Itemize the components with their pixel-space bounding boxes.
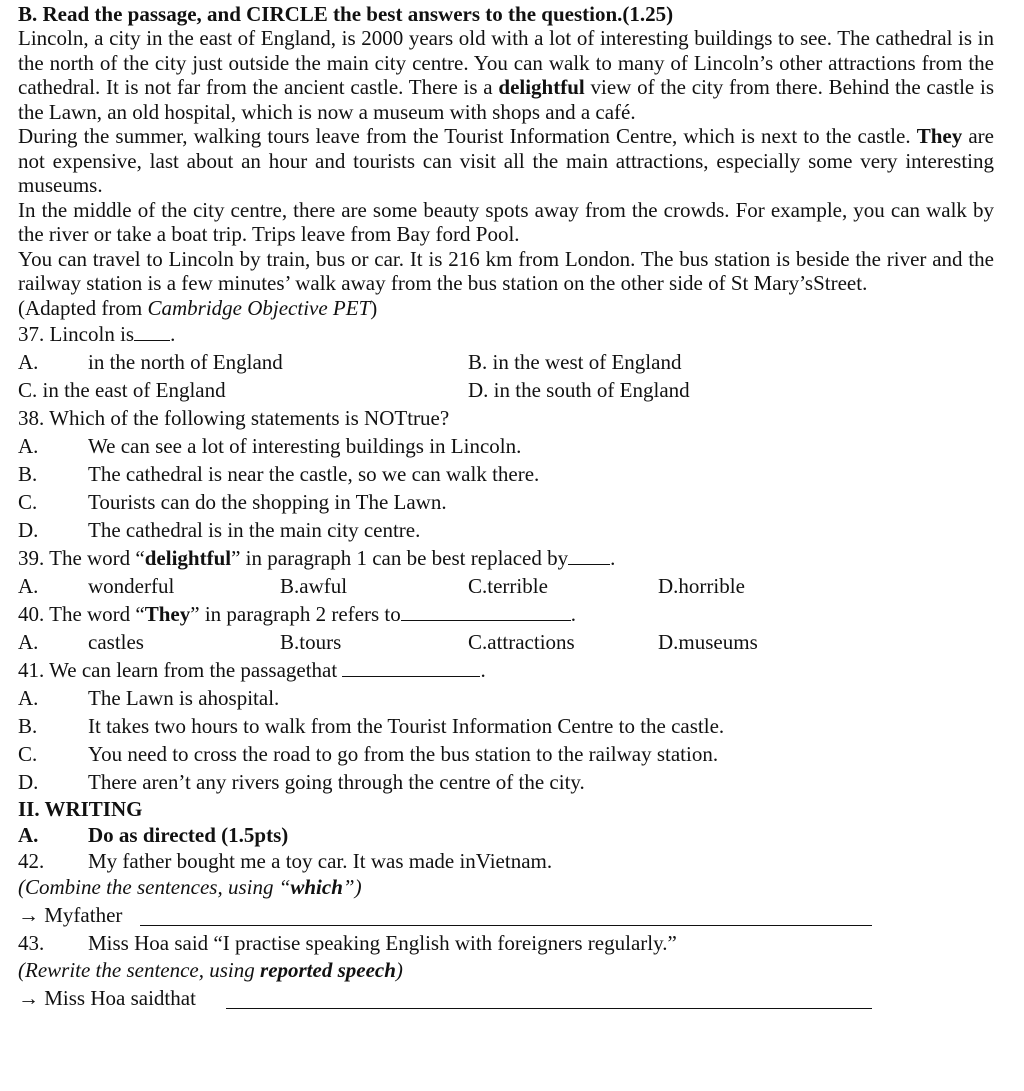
q37-option-b[interactable]: B. in the west of England bbox=[468, 350, 682, 374]
q43-instr-bold: reported speech bbox=[260, 958, 396, 982]
q39-blank[interactable] bbox=[568, 546, 610, 565]
q39-bold-word: delightful bbox=[144, 546, 232, 570]
q37-option-c[interactable]: C. in the east of England bbox=[18, 378, 226, 402]
p2-text-a: During the summer, walking tours leave from the Tourist Information Centre, which is next to the castle. bbox=[18, 124, 917, 148]
q39-end: . bbox=[610, 546, 616, 570]
q38-option-d[interactable] bbox=[18, 516, 994, 544]
q43-answer-rule[interactable] bbox=[226, 1008, 872, 1009]
q42-text: My father bought me a toy car. It was made inVietnam. bbox=[88, 849, 553, 873]
p1-text-a: Lincoln, a city in the east of England, is 2000 years old with a lot of interesting buildings to see. The cathedral is in the north of the city just outside the main city centre. You can walk to many of Lincoln’s other attractions from the cathedral. It is not far from the ancient castle. There is a bbox=[18, 26, 994, 99]
subsection-letter: A. bbox=[18, 823, 39, 847]
q37-options-row-1 bbox=[18, 348, 994, 376]
q40-bold-word: They bbox=[144, 602, 191, 626]
q43-number: 43. bbox=[18, 931, 45, 955]
q39-option-d[interactable]: D.horrible bbox=[658, 574, 745, 598]
q42-number: 42. bbox=[18, 849, 45, 873]
question-39 bbox=[18, 544, 994, 572]
option-letter: D. bbox=[18, 518, 39, 542]
option-letter: B. bbox=[18, 714, 38, 738]
question-43 bbox=[18, 929, 994, 957]
q40-option-a[interactable]: castles bbox=[88, 630, 144, 654]
q40-stem-a: 40. The word “ bbox=[18, 602, 145, 626]
q43-instruction bbox=[18, 957, 994, 984]
q39-stem-a: 39. The word “ bbox=[18, 546, 145, 570]
option-text: The cathedral is in the main city centre. bbox=[88, 518, 421, 542]
q39-option-a[interactable]: wonderful bbox=[88, 574, 175, 598]
question-40 bbox=[18, 600, 994, 628]
q42-instruction bbox=[18, 874, 994, 901]
option-text: Tourists can do the shopping in The Lawn. bbox=[88, 490, 447, 514]
q43-answer-line[interactable] bbox=[18, 984, 994, 1012]
q37-option-a-letter[interactable]: A. bbox=[18, 350, 39, 374]
q42-instr-b: ”) bbox=[342, 875, 362, 899]
passage-paragraph-1 bbox=[18, 26, 994, 124]
q39-option-a-letter[interactable]: A. bbox=[18, 574, 39, 598]
q41-option-a[interactable] bbox=[18, 684, 994, 712]
writing-subsection bbox=[18, 822, 994, 848]
section-b-heading: B. Read the passage, and CIRCLE the best answers to the question.(1.25) bbox=[18, 2, 674, 26]
q40-options bbox=[18, 628, 994, 656]
q38-option-b[interactable] bbox=[18, 460, 994, 488]
q37-option-d[interactable]: D. in the south of England bbox=[468, 378, 690, 402]
q40-stem-b: ” in paragraph 2 refers to bbox=[190, 602, 401, 626]
p1-text-b: view of the city from there. Behind the castle is the Lawn, an old hospital, which is now a museum with shops and a café. bbox=[18, 75, 994, 124]
q41-option-b[interactable] bbox=[18, 712, 994, 740]
q39-options bbox=[18, 572, 994, 600]
q37-blank[interactable] bbox=[134, 322, 170, 341]
reading-passage bbox=[18, 26, 994, 320]
question-41 bbox=[18, 656, 994, 684]
q39-option-c[interactable]: C.terrible bbox=[468, 574, 548, 598]
option-letter: A. bbox=[18, 686, 39, 710]
p1-bold-word: delightful bbox=[498, 75, 585, 99]
passage-paragraph-3: In the middle of the city centre, there are some beauty spots away from the crowds. For example, you can walk by the river or take a boat trip. Trips leave from Bay ford Pool. bbox=[18, 197, 994, 246]
q37-option-a[interactable]: in the north of England bbox=[88, 350, 283, 374]
q43-instr-a: (Rewrite the sentence, using bbox=[18, 958, 261, 982]
option-text: The Lawn is ahospital. bbox=[88, 686, 280, 710]
q42-instr-bold: which bbox=[290, 875, 343, 899]
q42-instr-a: (Combine the sentences, using “ bbox=[18, 875, 291, 899]
option-letter: C. bbox=[18, 742, 38, 766]
subsection-title: Do as directed (1.5pts) bbox=[88, 823, 289, 847]
option-text: We can see a lot of interesting buildings in Lincoln. bbox=[88, 434, 522, 458]
q38-option-c[interactable] bbox=[18, 488, 994, 516]
option-text: It takes two hours to walk from the Tourist Information Centre to the castle. bbox=[88, 714, 725, 738]
q41-option-c[interactable] bbox=[18, 740, 994, 768]
option-text: The cathedral is near the castle, so we can walk there. bbox=[88, 462, 540, 486]
q43-text: Miss Hoa said “I practise speaking English with foreigners regularly.” bbox=[88, 931, 677, 955]
q37-options-row-2 bbox=[18, 376, 994, 404]
p2-text-b: are not expensive, last about an hour and tourists can visit all the main attractions, especially some very interesting museums. bbox=[18, 124, 994, 197]
option-letter: B. bbox=[18, 462, 38, 486]
q40-option-b[interactable]: B.tours bbox=[280, 630, 342, 654]
question-42 bbox=[18, 848, 994, 874]
q40-end: . bbox=[570, 602, 576, 626]
q43-answer-prompt: → Miss Hoa saidthat bbox=[18, 986, 196, 1010]
q41-stem: 41. We can learn from the passagethat bbox=[18, 658, 343, 682]
source-text-a: (Adapted from bbox=[18, 295, 148, 320]
option-letter: C. bbox=[18, 490, 38, 514]
q41-end: . bbox=[480, 658, 486, 682]
q37-stem: 37. Lincoln is bbox=[18, 322, 135, 346]
source-title: Cambridge Objective PET bbox=[147, 295, 371, 320]
q40-option-a-letter[interactable]: A. bbox=[18, 630, 39, 654]
passage-source bbox=[18, 296, 994, 321]
q40-blank[interactable] bbox=[401, 602, 571, 621]
q42-answer-line[interactable] bbox=[18, 901, 994, 929]
q39-option-b[interactable]: B.awful bbox=[280, 574, 348, 598]
writing-section-title: II. WRITING bbox=[18, 797, 143, 821]
q40-option-d[interactable]: D.museums bbox=[658, 630, 758, 654]
q42-answer-rule[interactable] bbox=[140, 925, 872, 926]
q37-end: . bbox=[170, 322, 176, 346]
q40-option-c[interactable]: C.attractions bbox=[468, 630, 575, 654]
option-text: There aren’t any rivers going through the centre of the city. bbox=[88, 770, 585, 794]
q41-blank[interactable] bbox=[342, 658, 480, 677]
passage-paragraph-4: You can travel to Lincoln by train, bus or car. It is 216 km from London. The bus station is beside the river and the railway station is a few minutes’ walk away from the bus station on the other side of St Mary’sStreet. bbox=[18, 246, 994, 295]
option-letter: A. bbox=[18, 434, 39, 458]
q43-instr-b: ) bbox=[395, 958, 403, 982]
option-letter: D. bbox=[18, 770, 39, 794]
option-text: You need to cross the road to go from the bus station to the railway station. bbox=[88, 742, 719, 766]
source-text-b: ) bbox=[370, 295, 378, 320]
q42-answer-prompt: → Myfather bbox=[18, 903, 123, 927]
q39-stem-b: ” in paragraph 1 can be best replaced by bbox=[231, 546, 569, 570]
p2-bold-word: They bbox=[916, 124, 963, 148]
q41-option-d[interactable] bbox=[18, 768, 994, 796]
question-38: 38. Which of the following statements is NOTtrue? bbox=[18, 406, 450, 430]
passage-paragraph-2 bbox=[18, 124, 994, 198]
q38-option-a[interactable] bbox=[18, 432, 994, 460]
question-37 bbox=[18, 320, 994, 348]
